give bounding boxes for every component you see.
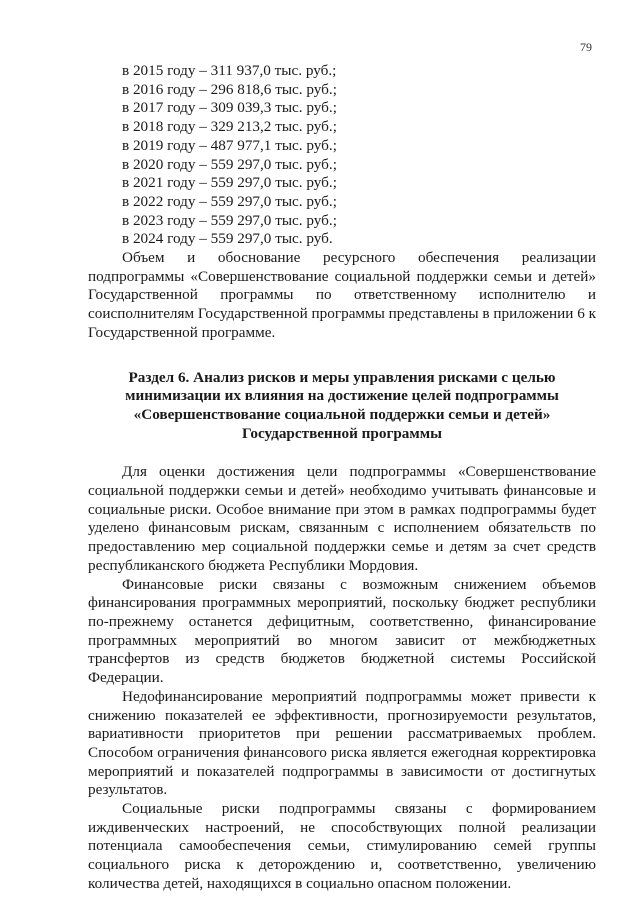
body-paragraph: Для оценки достижения цели подпрограммы «Совершенствование социальной поддержки семьи и детей» необходимо учитывать финансовые и социальные риски. Особое внимание при этом в рамках подпрограммы будет уделено финансовым рискам, связанным с исполнением обязательств по предоставлению мер социальной поддержки семье и детям за счет средств республиканского бюджета Республики Мордовия. <box>88 463 596 574</box>
section-heading-line: Государственной программы <box>242 424 442 442</box>
list-item: в 2023 году – 559 297,0 тыс. руб.; <box>122 211 337 229</box>
list-item: в 2018 году – 329 213,2 тыс. руб.; <box>122 118 337 136</box>
body-paragraph: Недофинансирование мероприятий подпрограммы может привести к снижению показателей ее эффективности, прогнозируемости результатов, вариативности приоритетов при решении рассматриваемых проблем. Способом ограничения финансового риска является ежегодная корректировка мероприятий и показателей подпрограммы в зависимости от достигнутых результатов. <box>88 687 596 799</box>
list-item: в 2019 году – 487 977,1 тыс. руб.; <box>122 136 337 154</box>
list-item: в 2021 году – 559 297,0 тыс. руб.; <box>122 174 337 192</box>
section-heading-line: Раздел 6. Анализ рисков и меры управления рисками с целью <box>128 368 556 386</box>
section-heading-line: «Совершенствование социальной поддержки семьи и детей» <box>133 405 551 423</box>
section-heading-line: минимизации их влияния на достижение целей подпрограммы <box>125 387 559 405</box>
body-paragraph: Финансовые риски связаны с возможным снижением объемов финансирования программных мероприятий, поскольку бюджет республики по-прежнему останется дефицитным, соответственно, финансирование программных мероприятий во многом зависит от межбюджетных трансфертов из средств бюджетов бюджетной системы Российской Федерации. <box>88 575 596 687</box>
list-item: в 2015 году – 311 937,0 тыс. руб.; <box>122 62 337 79</box>
document-body <box>88 62 596 894</box>
list-item: в 2022 году – 559 297,0 тыс. руб.; <box>122 192 337 210</box>
list-item: в 2017 году – 309 039,3 тыс. руб.; <box>122 99 337 117</box>
funding-by-year-list <box>88 62 596 249</box>
list-item: в 2024 году – 559 297,0 тыс. руб. <box>122 230 333 248</box>
list-item: в 2020 году – 559 297,0 тыс. руб.; <box>122 155 337 173</box>
page-number: 79 <box>580 40 592 54</box>
section-heading <box>88 369 596 444</box>
intro-paragraph: Объем и обоснование ресурсного обеспечения реализации подпрограммы «Совершенствование социальной поддержки семьи и детей» Государственной программы по ответственному исполнителю и соисполнителям Государственной программы представлены в приложении 6 к Государственной программе. <box>88 249 596 341</box>
body-paragraph: Социальные риски подпрограммы связаны с формированием иждивенческих настроений, не способствующих полной реализации потенциала самообеспечения семьи, стимулированию семей группы социального риска к деторождению и, соответственно, увеличению количества детей, находящихся в социально опасном положении. <box>88 800 596 892</box>
list-item: в 2016 году – 296 818,6 тыс. руб.; <box>122 80 337 98</box>
